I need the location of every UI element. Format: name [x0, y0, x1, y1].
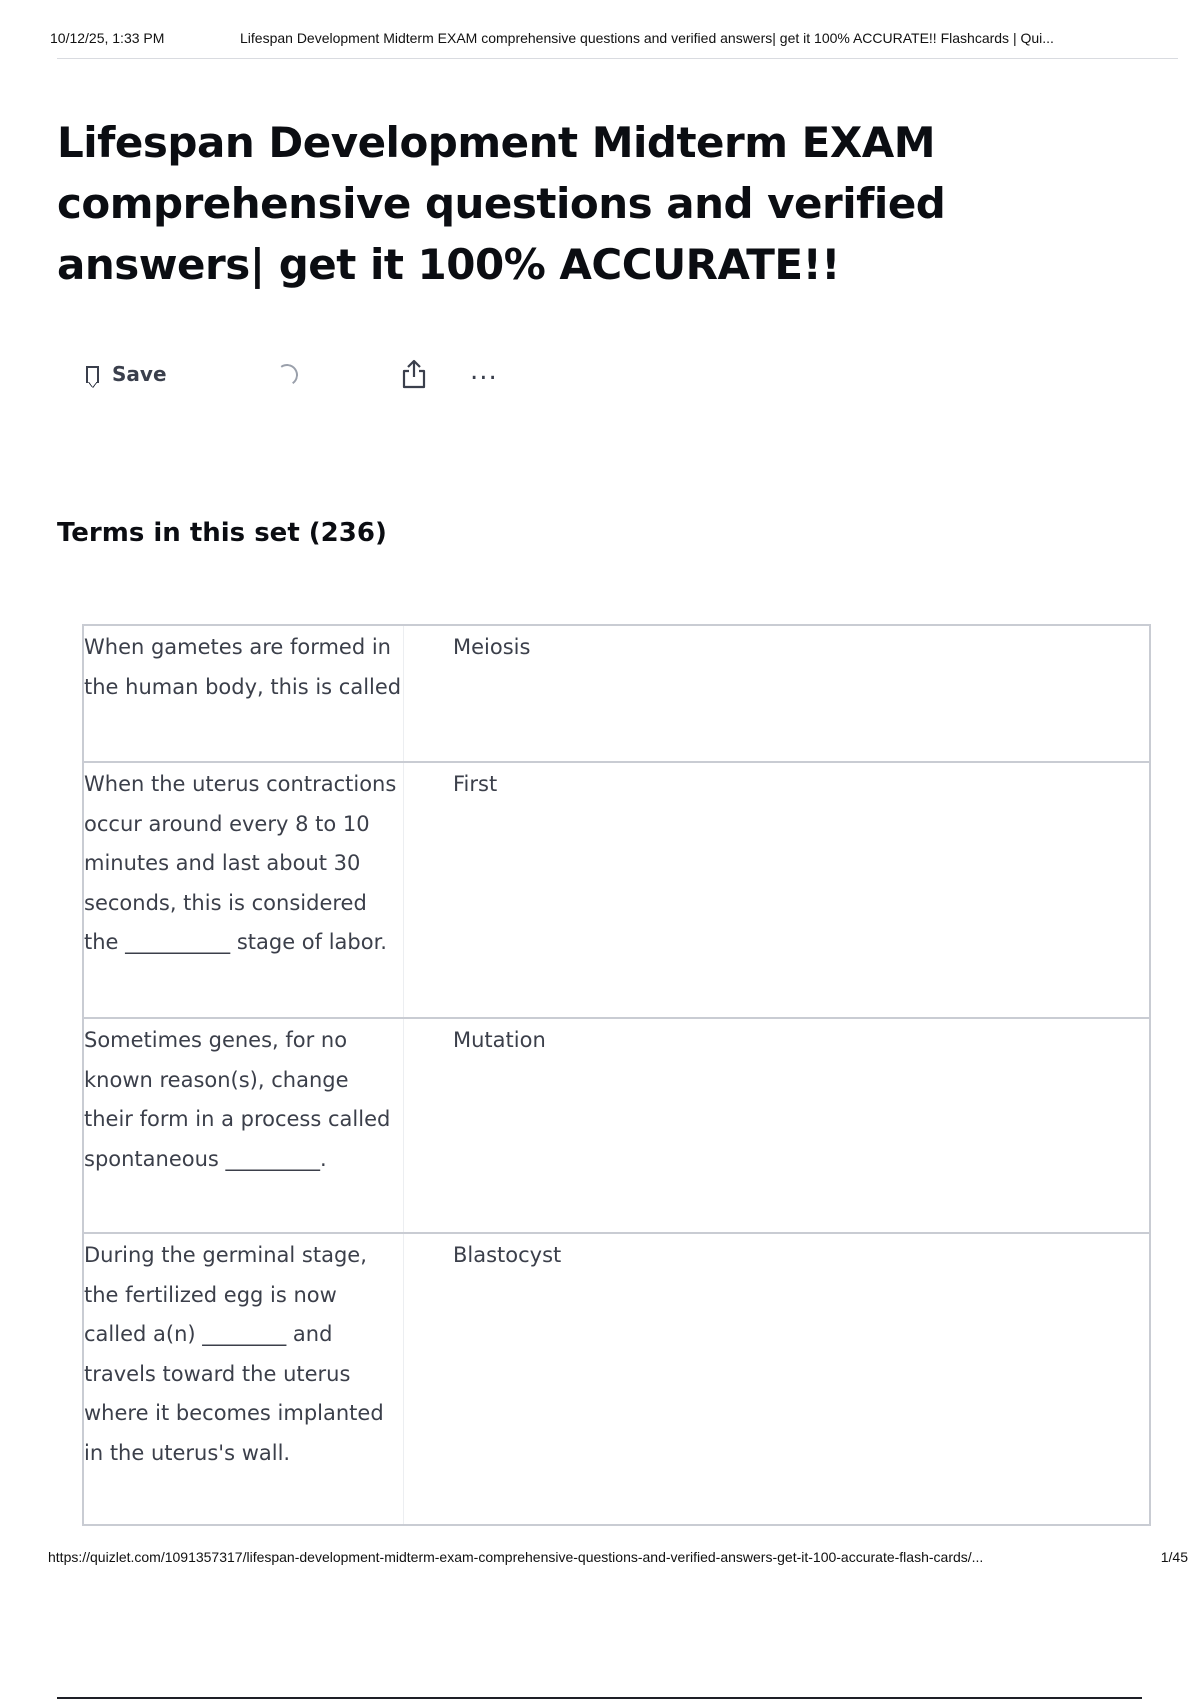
- terms-table: [82, 624, 1151, 1526]
- term-row: [84, 1019, 1149, 1234]
- print-header-divider: [57, 58, 1178, 59]
- more-options-icon[interactable]: ...: [470, 356, 498, 386]
- term-definition: First: [453, 772, 498, 796]
- print-footer: [48, 1549, 1188, 1565]
- term-row: [84, 626, 1149, 763]
- term-text: When gametes are formed in the human body, this is called: [84, 626, 404, 761]
- bookmark-icon: [86, 366, 99, 383]
- save-label: Save: [112, 362, 167, 386]
- print-datetime: 10/12/25, 1:33 PM: [50, 30, 165, 46]
- print-header: [50, 30, 1178, 46]
- print-url: https://quizlet.com/1091357317/lifespan-development-midterm-exam-comprehensive-questions-and-verified-answers-get-it-100-accurate-flash-cards/...: [48, 1549, 984, 1565]
- toolbar: [0, 358, 700, 394]
- page-number: 1/45: [1160, 1549, 1188, 1565]
- spinner-icon: [274, 362, 299, 387]
- page-title: Lifespan Development Midterm EXAM comprehensive questions and verified answers| get it 100% ACCURATE!!: [57, 118, 946, 289]
- term-text: During the germinal stage, the fertilized egg is now called a(n) ________ and travels toward the uterus where it becomes implanted in the uterus's wall.: [84, 1234, 404, 1524]
- term-row: [84, 1234, 1149, 1526]
- term-row: [84, 763, 1149, 1019]
- terms-heading: Terms in this set (236): [57, 518, 387, 548]
- term-definition: Blastocyst: [453, 1243, 562, 1267]
- term-definition: Meiosis: [453, 635, 531, 659]
- term-definition: Mutation: [453, 1028, 546, 1052]
- term-text: When the uterus contractions occur around every 8 to 10 minutes and last about 30 seconds, this is considered the __________ stage of labor.: [84, 763, 404, 1017]
- share-icon[interactable]: [399, 358, 429, 390]
- term-text: Sometimes genes, for no known reason(s), change their form in a process called spontaneous _________.: [84, 1019, 404, 1232]
- save-button[interactable]: [86, 362, 167, 386]
- bottom-divider: [57, 1697, 1142, 1699]
- print-doc-title: Lifespan Development Midterm EXAM comprehensive questions and verified answers| get it 100% ACCURATE!! Flashcards | Qui...: [240, 30, 1054, 46]
